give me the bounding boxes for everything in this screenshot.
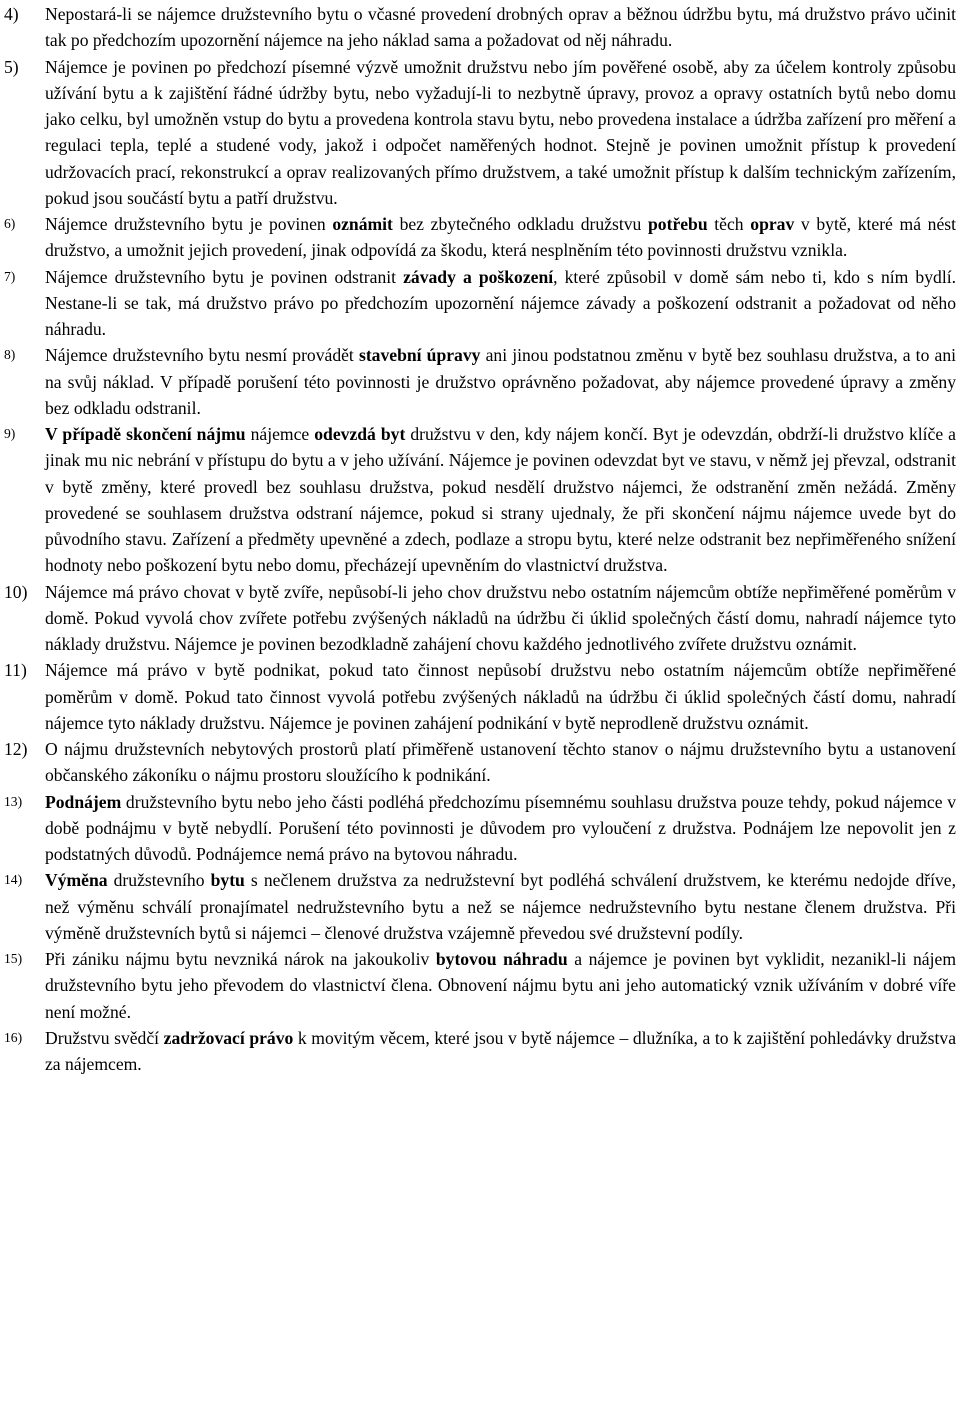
clause-text <box>45 54 956 212</box>
clause-text-run: družstevního <box>107 870 211 891</box>
clause-text-run: těch <box>707 214 751 234</box>
clause-text <box>45 657 956 736</box>
clause-item <box>4 1 956 54</box>
clause-text-run: nájemce <box>245 424 315 444</box>
clause-number: 10) <box>4 581 28 602</box>
clause-text-run: Nájemce družstevního bytu je povinen <box>45 214 333 234</box>
clause-text <box>45 421 956 579</box>
clause-item <box>4 211 956 264</box>
clause-text-run: bez zbytečného odkladu družstvu <box>392 214 648 234</box>
clause-text-run: ani jinou podstatnou změnu v bytě bez souhlasu družstva, a to ani na svůj náklad. V případě porušení této povinnosti je družstvo oprávněno požadovat, aby nájemce provedené úpravy a změny bez odkladu odstranil. <box>45 345 957 418</box>
clause-text-run: družstevního bytu nebo jeho části podléhá předchozímu písemnému souhlasu družstva pouze tehdy, pokud nájemce v době podnájmu v bytě nebydlí. Porušení této povinnosti je důvodem pro vyloučení z družstva. Podnájem lze nepovolit jen z podstatných důvodů. Podnájemce nemá právo na bytovou náhradu. <box>45 791 956 864</box>
clause-number: 5) <box>4 56 19 77</box>
clause-item <box>4 579 956 658</box>
clause-number: 16) <box>4 1029 23 1045</box>
clause-text-bold: odevzdá byt <box>314 424 406 444</box>
clause-text <box>45 867 956 946</box>
clause-item <box>4 789 956 868</box>
clause-text <box>45 1 956 54</box>
clause-text <box>45 946 956 1025</box>
clause-text-run: Nepostará-li se nájemce družstevního bytu o včasné provedení drobných oprav a běžnou údržbu bytu, má družstvo právo učinit tak po předchozím upozornění nájemce na jeho náklad sama a požadovat od něj náhradu. <box>45 4 956 51</box>
clause-item <box>4 421 956 579</box>
clause-item <box>4 264 956 343</box>
clause-text <box>45 789 956 868</box>
clause-text-run: Nájemce je povinen po předchozí písemné výzvě umožnit družstvu nebo jím pověřené osobě, aby za účelem kontroly způsobu užívání bytu a k zajištění řádné údržby bytu, nebo vyžadují-li to nezbytně úpravy, provoz a opravy ostatních bytů nebo domu jako celku, byl umožněn vstup do bytu a provedena kontrola stavu bytu, nebo provedena instalace a údržba zařízení pro měření a regulaci tepla, teplé a studené vody, jakož i odpočet naměřených hodnot. Stejně je povinen umožnit přístup k provedení udržovacích prací, rekonstrukcí a oprav realizovaných přímo družstvem, a také umožnit přístup k dalším technickým zařízením, pokud jsou součástí bytu a patří družstvu. <box>45 56 956 208</box>
clause-text-run: Nájemce družstevního bytu je povinen odstranit <box>45 266 404 287</box>
clause-text-run: Nájemce má právo chovat v bytě zvíře, nepůsobí-li jeho chov družstvu nebo ostatním nájemcům obtíže nepřiměřené poměrům v domě. Pokud vyvolá chov zvířete potřebu zvýšených nákladů na údržbu či úklid společných částí domu, nahradí nájemce tyto náklady družstvu. Nájemce je povinen bezodkladně zahájení chovu každého jednotlivého zvířete družstvu oznámit. <box>45 581 956 654</box>
clause-item <box>4 867 956 946</box>
clause-item <box>4 342 956 421</box>
clause-text-run: družstvu v den, kdy nájem končí. Byt je odevzdán, obdrží-li družstvo klíče a jinak mu nic nebrání v přístupu do bytu a v jeho užívání. Nájemce je povinen odevzdat byt ve stavu, v němž jej převzal, odstranit v bytě změny, které provedl bez souhlasu družstva, pokud nesdělí družstvo nájemci, že odstranění změn nežádá. Změny provedené se souhlasem družstva odstraní nájemce, pokud si strany ujednaly, že při skončení nájmu nájemce uvede byt do původního stavu. Zařízení a předměty upevněné a zdech, podlaze a stropu bytu, které nelze odstranit bez nepřiměřeného snížení hodnoty nebo poškození bytu nebo domu, přecházejí upevněním do vlastnictví družstva. <box>45 424 956 576</box>
clause-text-run: k movitým věcem, které jsou v bytě nájemce – dlužníka, a to k zajištění pohledávky družstva za nájemcem. <box>45 1027 957 1074</box>
clause-text-bold: oprav <box>750 214 795 234</box>
clause-item <box>4 54 956 212</box>
clause-text-run: Při zániku nájmu bytu nevzniká nárok na jakoukoliv <box>45 949 436 969</box>
clause-text <box>45 211 956 264</box>
clause-number: 13) <box>4 793 23 809</box>
clause-text <box>45 1025 956 1078</box>
clause-item <box>4 1025 956 1078</box>
clause-text-run: v bytě, které má nést družstvo, a umožnit jejich provedení, jinak odpovídá za škodu, která nesplněním této povinnosti družstvu vznikla. <box>45 214 957 261</box>
clause-number: 15) <box>4 951 23 966</box>
clause-number: 8) <box>4 347 16 363</box>
clause-text <box>45 736 956 789</box>
clause-text-run: s nečlenem družstva za nedružstevní byt podléhá schválení družstvem, ke kterému nedojde dříve, než výměnu schválí pronajímatel nedružstevního bytu a než se nájemce nedružstevního bytu nestane členem družstva. Při výměně družstevních bytů si nájemci – členové družstva vzájemně převedou své družstevní podíly. <box>45 870 956 943</box>
clause-text <box>45 342 956 421</box>
clause-text-bold: V případě skončení nájmu <box>45 424 246 444</box>
clause-text-bold: zadržovací právo <box>163 1027 294 1048</box>
clause-text-run: Družstvu svědčí <box>45 1027 164 1048</box>
clause-text-bold: potřebu <box>648 214 708 234</box>
clause-text-bold: stavební úpravy <box>358 345 481 366</box>
clause-text-run: Nájemce má právo v bytě podnikat, pokud tato činnost nepůsobí družstvu nebo ostatním nájemcům obtíže nepřiměřené poměrům v domě. Pokud tato činnost vyvolá potřebu zvýšených nákladů na údržbu či úklid společných částí domu, nahradí nájemce tyto náklady družstvu. Nájemce je povinen zahájení podnikání v bytě neprodleně družstvu oznámit. <box>45 660 956 733</box>
clause-item <box>4 736 956 789</box>
clause-text-run: , které způsobil v domě sám nebo ti, kdo s ním bydlí. Nestane-li se tak, má družstvo právo po předchozím upozornění nájemce závady a poškození odstranit a požadovat od něho náhradu. <box>45 266 956 339</box>
clause-text-run: Nájemce družstevního bytu nesmí provádět <box>45 345 359 366</box>
clause-number: 7) <box>4 268 16 284</box>
clause-number: 6) <box>4 216 16 231</box>
clause-text-bold: bytovou náhradu <box>435 949 568 969</box>
clause-number: 4) <box>4 4 19 24</box>
clause-text-bold: Výměna <box>45 870 108 891</box>
clause-text-bold: Podnájem <box>45 791 122 812</box>
clause-text-bold: závady a poškození <box>403 266 554 287</box>
clause-list <box>4 1 956 1077</box>
clause-number: 14) <box>4 872 23 888</box>
clause-text <box>45 579 956 658</box>
clause-item <box>4 657 956 736</box>
clause-text <box>45 264 956 343</box>
clause-text-run: a nájemce je povinen byt vyklidit, nezanikl-li nájem družstevního bytu jeho převodem do vlastnictví člena. Obnovení nájmu bytu ani jeho automatický vznik užíváním v dobré víře není možné. <box>45 949 957 1022</box>
clause-text-bold: bytu <box>210 870 245 891</box>
clause-number: 9) <box>4 426 16 441</box>
clause-item <box>4 946 956 1025</box>
clause-number: 11) <box>4 660 27 681</box>
clause-number: 12) <box>4 739 28 759</box>
clause-text-run: O nájmu družstevních nebytových prostorů platí přiměřeně ustanovení těchto stanov o nájmu družstevního bytu a ustanovení občanského zákoníku o nájmu prostoru sloužícího k podnikání. <box>45 739 956 786</box>
clause-text-bold: oznámit <box>332 214 393 234</box>
